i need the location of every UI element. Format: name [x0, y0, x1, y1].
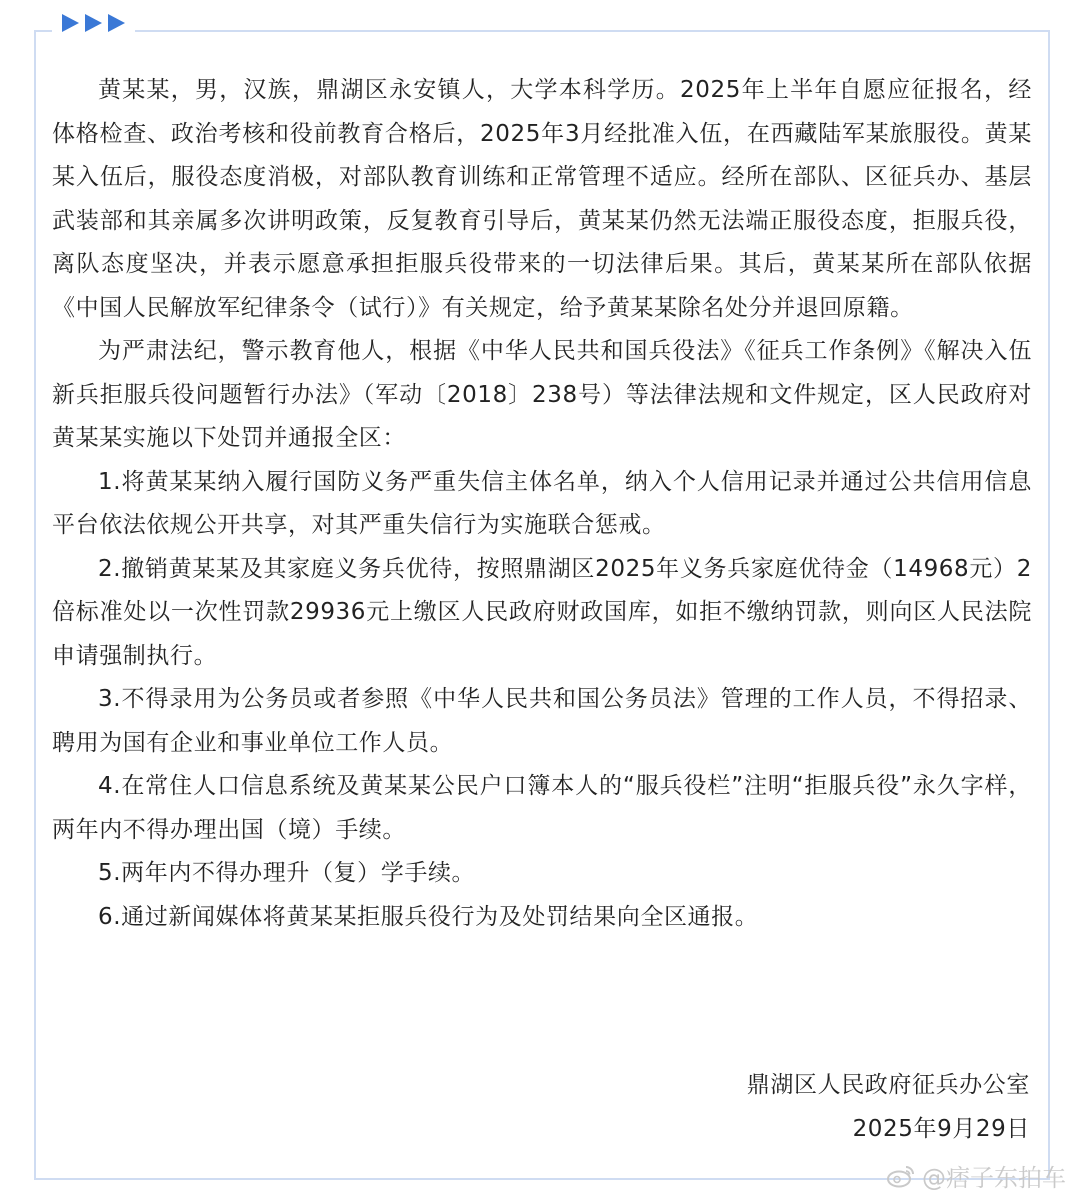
watermark — [886, 1158, 1066, 1193]
penalty-item-3: 3.不得录用为公务员或者参照《中华人民共和国公务员法》管理的工作人员，不得招录、聘用为国有企业和事业单位工作人员。 — [52, 686, 1032, 756]
watermark-text: @痞子东拍车 — [922, 1164, 1066, 1192]
weibo-logo-icon — [886, 1164, 916, 1188]
penalty-item-1: 1.将黄某某纳入履行国防义务严重失信主体名单，纳入个人信用记录并通过公共信用信息平台依法依规公开共享，对其严重失信行为实施联合惩戒。 — [52, 468, 1032, 538]
header-arrows — [52, 14, 135, 32]
penalty-item-2: 2.撤销黄某某及其家庭义务兵优待，按照鼎湖区2025年义务兵家庭优待金（14968元）2倍标准处以一次性罚款29936元上缴区人民政府财政国库，如拒不缴纳罚款，则向区人民法院申请强制执行。 — [52, 555, 1032, 669]
paragraph-background: 黄某某，男，汉族，鼎湖区永安镇人，大学本科学历。2025年上半年自愿应征报名，经体格检查、政治考核和役前教育合格后，2025年3月经批准入伍，在西藏陆军某旅服役。黄某某入伍后，服役态度消极，对部队教育训练和正常管理不适应。经所在部队、区征兵办、基层武装部和其亲属多次讲明政策，反复教育引导后，黄某某仍然无法端正服役态度，拒服兵役，离队态度坚决，并表示愿意承担拒服兵役带来的一切法律后果。其后，黄某某所在部队依据《中国人民解放军纪律条令（试行）》有关规定，给予黄某某除名处分并退回原籍。 — [52, 77, 1032, 321]
arrow-right-icon — [62, 14, 79, 32]
arrow-right-icon — [85, 14, 102, 32]
penalty-item-4: 4.在常住人口信息系统及黄某某公民户口簿本人的“服兵役栏”注明“拒服兵役”永久字样，两年内不得办理出国（境）手续。 — [52, 773, 1032, 843]
arrow-right-icon — [108, 14, 125, 32]
issue-date: 2025年9月29日 — [852, 1115, 1030, 1142]
penalty-item-6: 6.通过新闻媒体将黄某某拒服兵役行为及处罚结果向全区通报。 — [98, 903, 759, 930]
paragraph-legal-basis: 为严肃法纪，警示教育他人，根据《中华人民共和国兵役法》《征兵工作条例》《解决入伍新兵拒服兵役问题暂行办法》（军动〔2018〕238号）等法律法规和文件规定，区人民政府对黄某某实施以下处罚并通报全区： — [52, 338, 1032, 451]
notice-body — [52, 69, 1032, 939]
issuer-name: 鼎湖区人民政府征兵办公室 — [746, 1072, 1030, 1098]
penalty-item-5: 5.两年内不得办理升（复）学手续。 — [98, 860, 476, 886]
signature-block — [747, 1064, 1030, 1151]
